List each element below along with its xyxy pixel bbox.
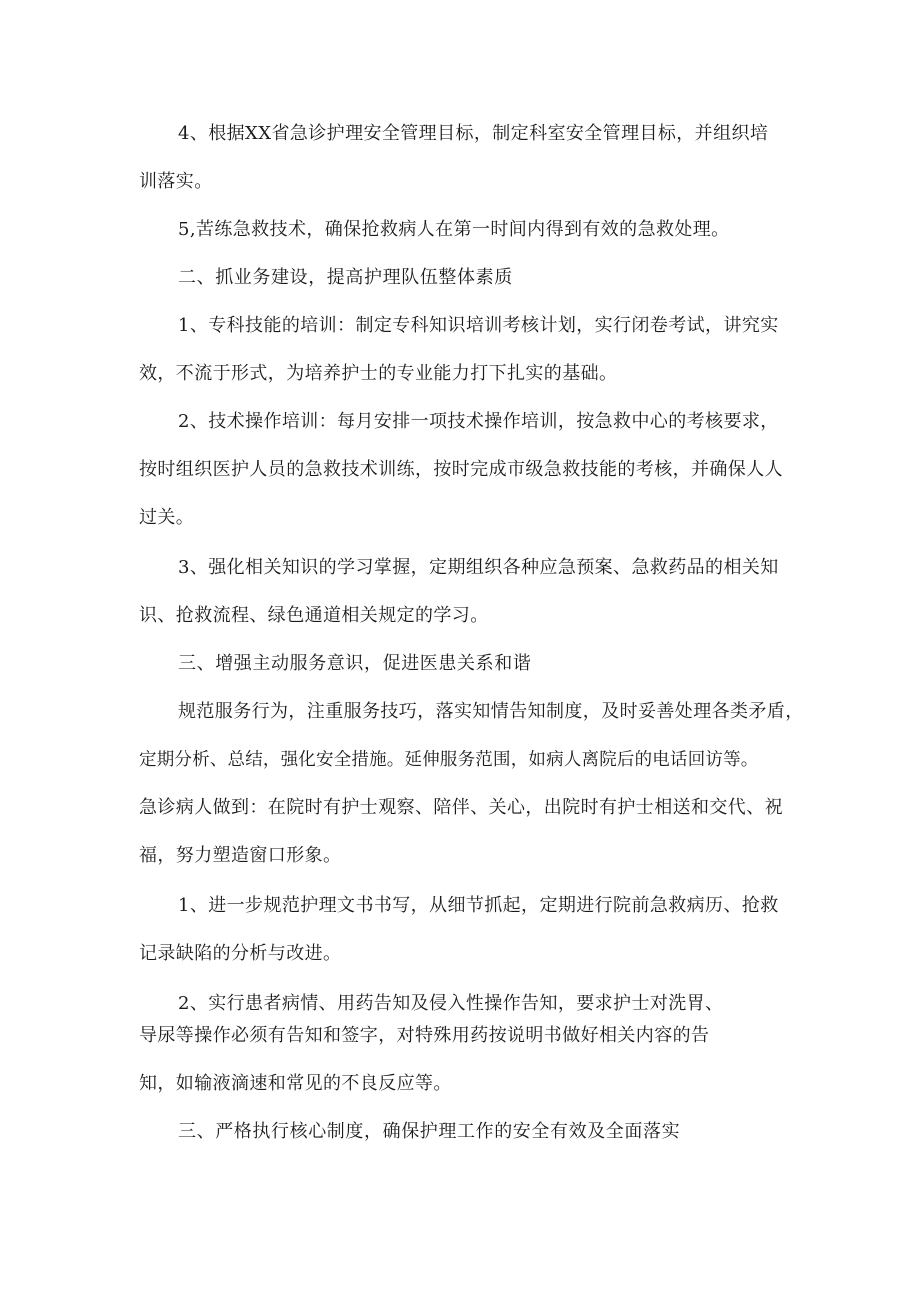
- text-line: 4、根据XX省急诊护理安全管理目标，制定科室安全管理目标，并组织培: [178, 123, 769, 144]
- text-line: 3、强化相关知识的学习掌握，定期组织各种应急预案、急救药品的相关知: [178, 557, 779, 578]
- text-line: 1、进一步规范护理文书书写，从细节抓起，定期进行院前急救病历、抢救: [178, 895, 779, 916]
- text-line: 5,苦练急救技术，确保抢救病人在第一时间内得到有效的急救处理。: [178, 219, 730, 240]
- text-line: 训落实。: [139, 171, 213, 192]
- text-line: 识、抢救流程、绿色通道相关规定的学习。: [139, 605, 489, 626]
- section-heading: 二、抓业务建设，提高护理队伍整体素质: [178, 267, 513, 288]
- text-line: 记录缺陷的分析与改进。: [139, 943, 342, 964]
- text-line: 规范服务行为，注重服务技巧，落实知情告知制度，及时妥善处理各类矛盾，: [178, 701, 804, 722]
- text-line: 过关。: [139, 507, 195, 528]
- text-line: 定期分析、总结，强化安全措施。延伸服务范围，如病人离院后的电话回访等。: [139, 750, 759, 770]
- text-line: 导尿等操作必须有告知和签字，对特殊用药按说明书做好相关内容的告: [139, 1025, 710, 1046]
- text-line: 急诊病人做到：在院时有护士观察、陪伴、关心，出院时有护士相送和交代、祝: [139, 797, 783, 818]
- text-line: 效，不流于形式，为培养护士的专业能力打下扎实的基础。: [139, 363, 618, 384]
- section-heading: 三、严格执行核心制度，确保护理工作的安全有效及全面落实: [178, 1121, 681, 1142]
- text-line: 1、专科技能的培训：制定专科知识培训考核计划，实行闭卷考试，讲究实: [178, 315, 779, 336]
- text-line: 知，如输液滴速和常见的不良反应等。: [139, 1073, 452, 1094]
- text-line: 福，努力塑造窗口形象。: [139, 845, 342, 866]
- text-line: 按时组织医护人员的急救技术训练，按时完成市级急救技能的考核，并确保人人: [139, 459, 783, 480]
- text-line: 2、技术操作培训：每月安排一项技术操作培训，按急救中心的考核要求，: [178, 411, 779, 432]
- section-heading: 三、增强主动服务意识，促进医患关系和谐: [178, 653, 532, 674]
- text-line: 2、实行患者病情、用药告知及侵入性操作告知，要求护士对洗胃、: [178, 993, 724, 1014]
